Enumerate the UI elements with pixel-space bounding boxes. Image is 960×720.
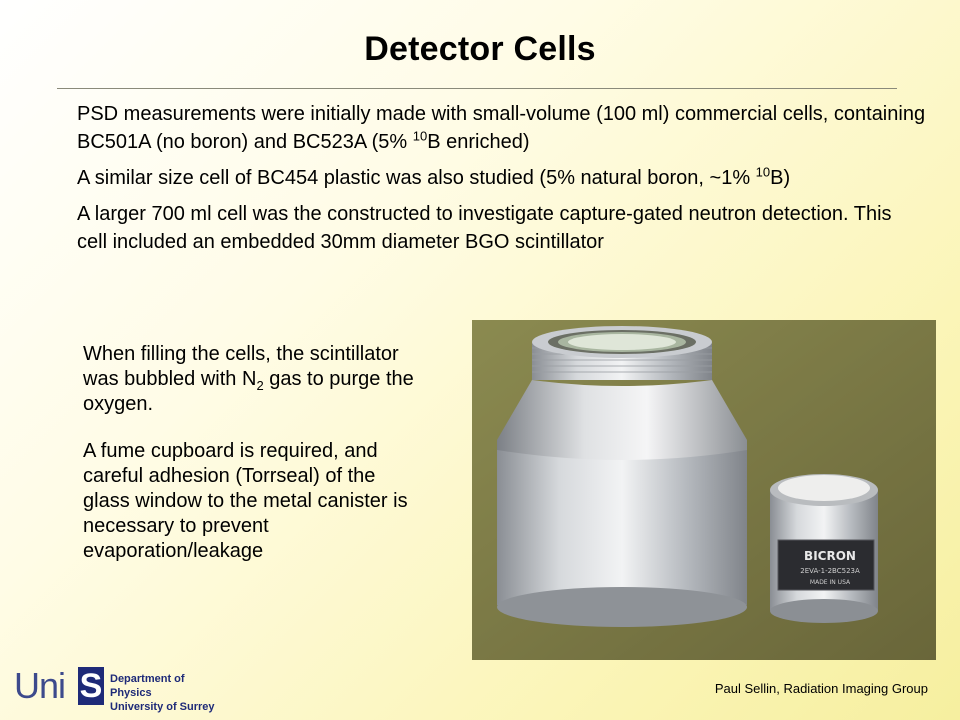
bullet-item: A similar size cell of BC454 plastic was also studied (5% natural boron, ~1% $^{10}$B) [77,164,791,189]
model-label: 2EVA-1-2BC523A [800,567,860,575]
side-notes [83,342,423,586]
fume-cupboard-note: A fume cupboard is required, and careful adhesion (Torrseal) of the glass window to the metal canister is necessary to prevent evaporation/leakage [83,440,408,562]
large-cell [497,326,747,627]
logo-text: Department of Physics University of Surrey [110,673,215,713]
bullet-item: PSD measurements were initially made with small-volume (100 ml) commercial cells, containing BC501A (no boron) and BC523A (5% $^{10}$B enriched) [77,103,926,153]
filling-note: When filling the cells, the scintillator was bubbled with $N_2$ gas to purge the oxygen. [83,343,414,415]
origin-label: MADE IN USA [809,579,851,586]
bicron-label: BICRON [804,549,856,563]
slide-title: Detector Cells [364,30,596,68]
bullet-list [77,100,927,264]
footer-credit: Paul Sellin, Radiation Imaging Group [714,681,928,696]
title-divider [57,88,897,89]
small-cell [770,474,878,623]
logo-word: Uni [14,665,66,706]
detector-cells-photo [472,320,936,660]
bullet-item: A larger 700 ml cell was the constructed to investigate capture-gated neutron detection. This cell included an embedded 30mm diameter BGO scintillator [77,203,892,253]
logo-s-mark: S [79,667,103,705]
university-logo [14,664,224,713]
